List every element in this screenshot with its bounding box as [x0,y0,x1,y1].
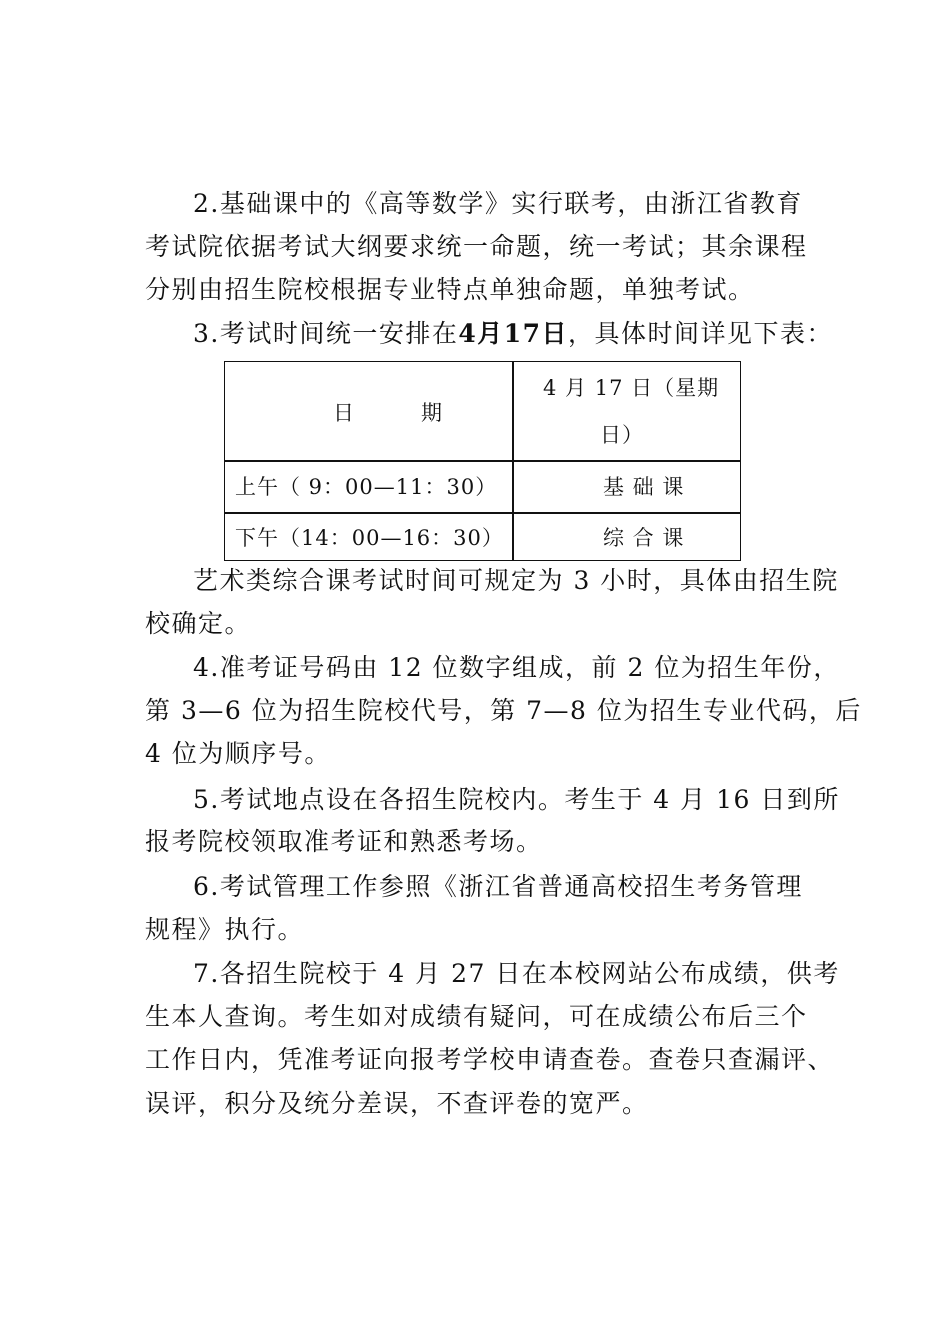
paragraph-3 [193,318,833,350]
table-row-time: 上午（ 9：00—11：30） [235,475,498,499]
paragraph-3-post: ，具体时间详见下表： [568,319,834,348]
paragraph-2-line-1: 2.基础课中的《高等数学》实行联考，由浙江省教育 [193,189,803,218]
paragraph-7-line-3: 工作日内，凭准考证向报考学校申请查卷。查卷只查漏评、 [145,1045,835,1074]
table-row-divider [225,460,740,462]
paragraph-4-line-2: 第 3—6 位为招生院校代号，第 7—8 位为招生专业代码，后 [145,696,862,725]
schedule-table [224,361,741,561]
paragraph-2-line-2: 考试院依据考试大纲要求统一命题，统一考试；其余课程 [145,232,808,261]
paragraph-4-line-3: 4 位为顺序号。 [145,739,331,768]
paragraph-3-note-line-1: 艺术类综合课考试时间可规定为 3 小时，具体由招生院 [193,566,839,595]
paragraph-2-line-3: 分别由招生院校根据专业特点单独命题，单独考试。 [145,275,755,304]
paragraph-6-line-2: 规程》执行。 [145,915,305,944]
table-header-day-line-2: 日） [600,423,644,447]
table-row-subject: 综 合 课 [603,526,685,550]
paragraph-6-line-1: 6.考试管理工作参照《浙江省普通高校招生考务管理 [193,872,803,901]
paragraph-5-line-2: 报考院校领取准考证和熟悉考场。 [145,827,543,856]
table-row-time: 下午（14：00—16：30） [235,526,504,550]
table-header-day-line-1: 4 月 17 日（星期 [543,376,720,400]
table-row-divider [225,512,740,514]
exam-date: 4月17日 [458,319,569,348]
paragraph-4-line-1: 4.准考证号码由 12 位数字组成，前 2 位为招生年份， [193,653,840,682]
paragraph-5-line-1: 5.考试地点设在各招生院校内。考生于 4 月 16 日到所 [193,785,840,814]
table-header-date: 日 期 [333,401,443,425]
table-row-subject: 基 础 课 [603,475,685,499]
paragraph-7-line-4: 误评，积分及统分差误，不查评卷的宽严。 [145,1089,649,1118]
paragraph-3-note-line-2: 校确定。 [145,609,252,638]
paragraph-3-pre: 3.考试时间统一安排在 [193,319,459,348]
paragraph-7-line-2: 生本人查询。考生如对成绩有疑问，可在成绩公布后三个 [145,1002,808,1031]
paragraph-7-line-1: 7.各招生院校于 4 月 27 日在本校网站公布成绩，供考 [193,959,840,988]
